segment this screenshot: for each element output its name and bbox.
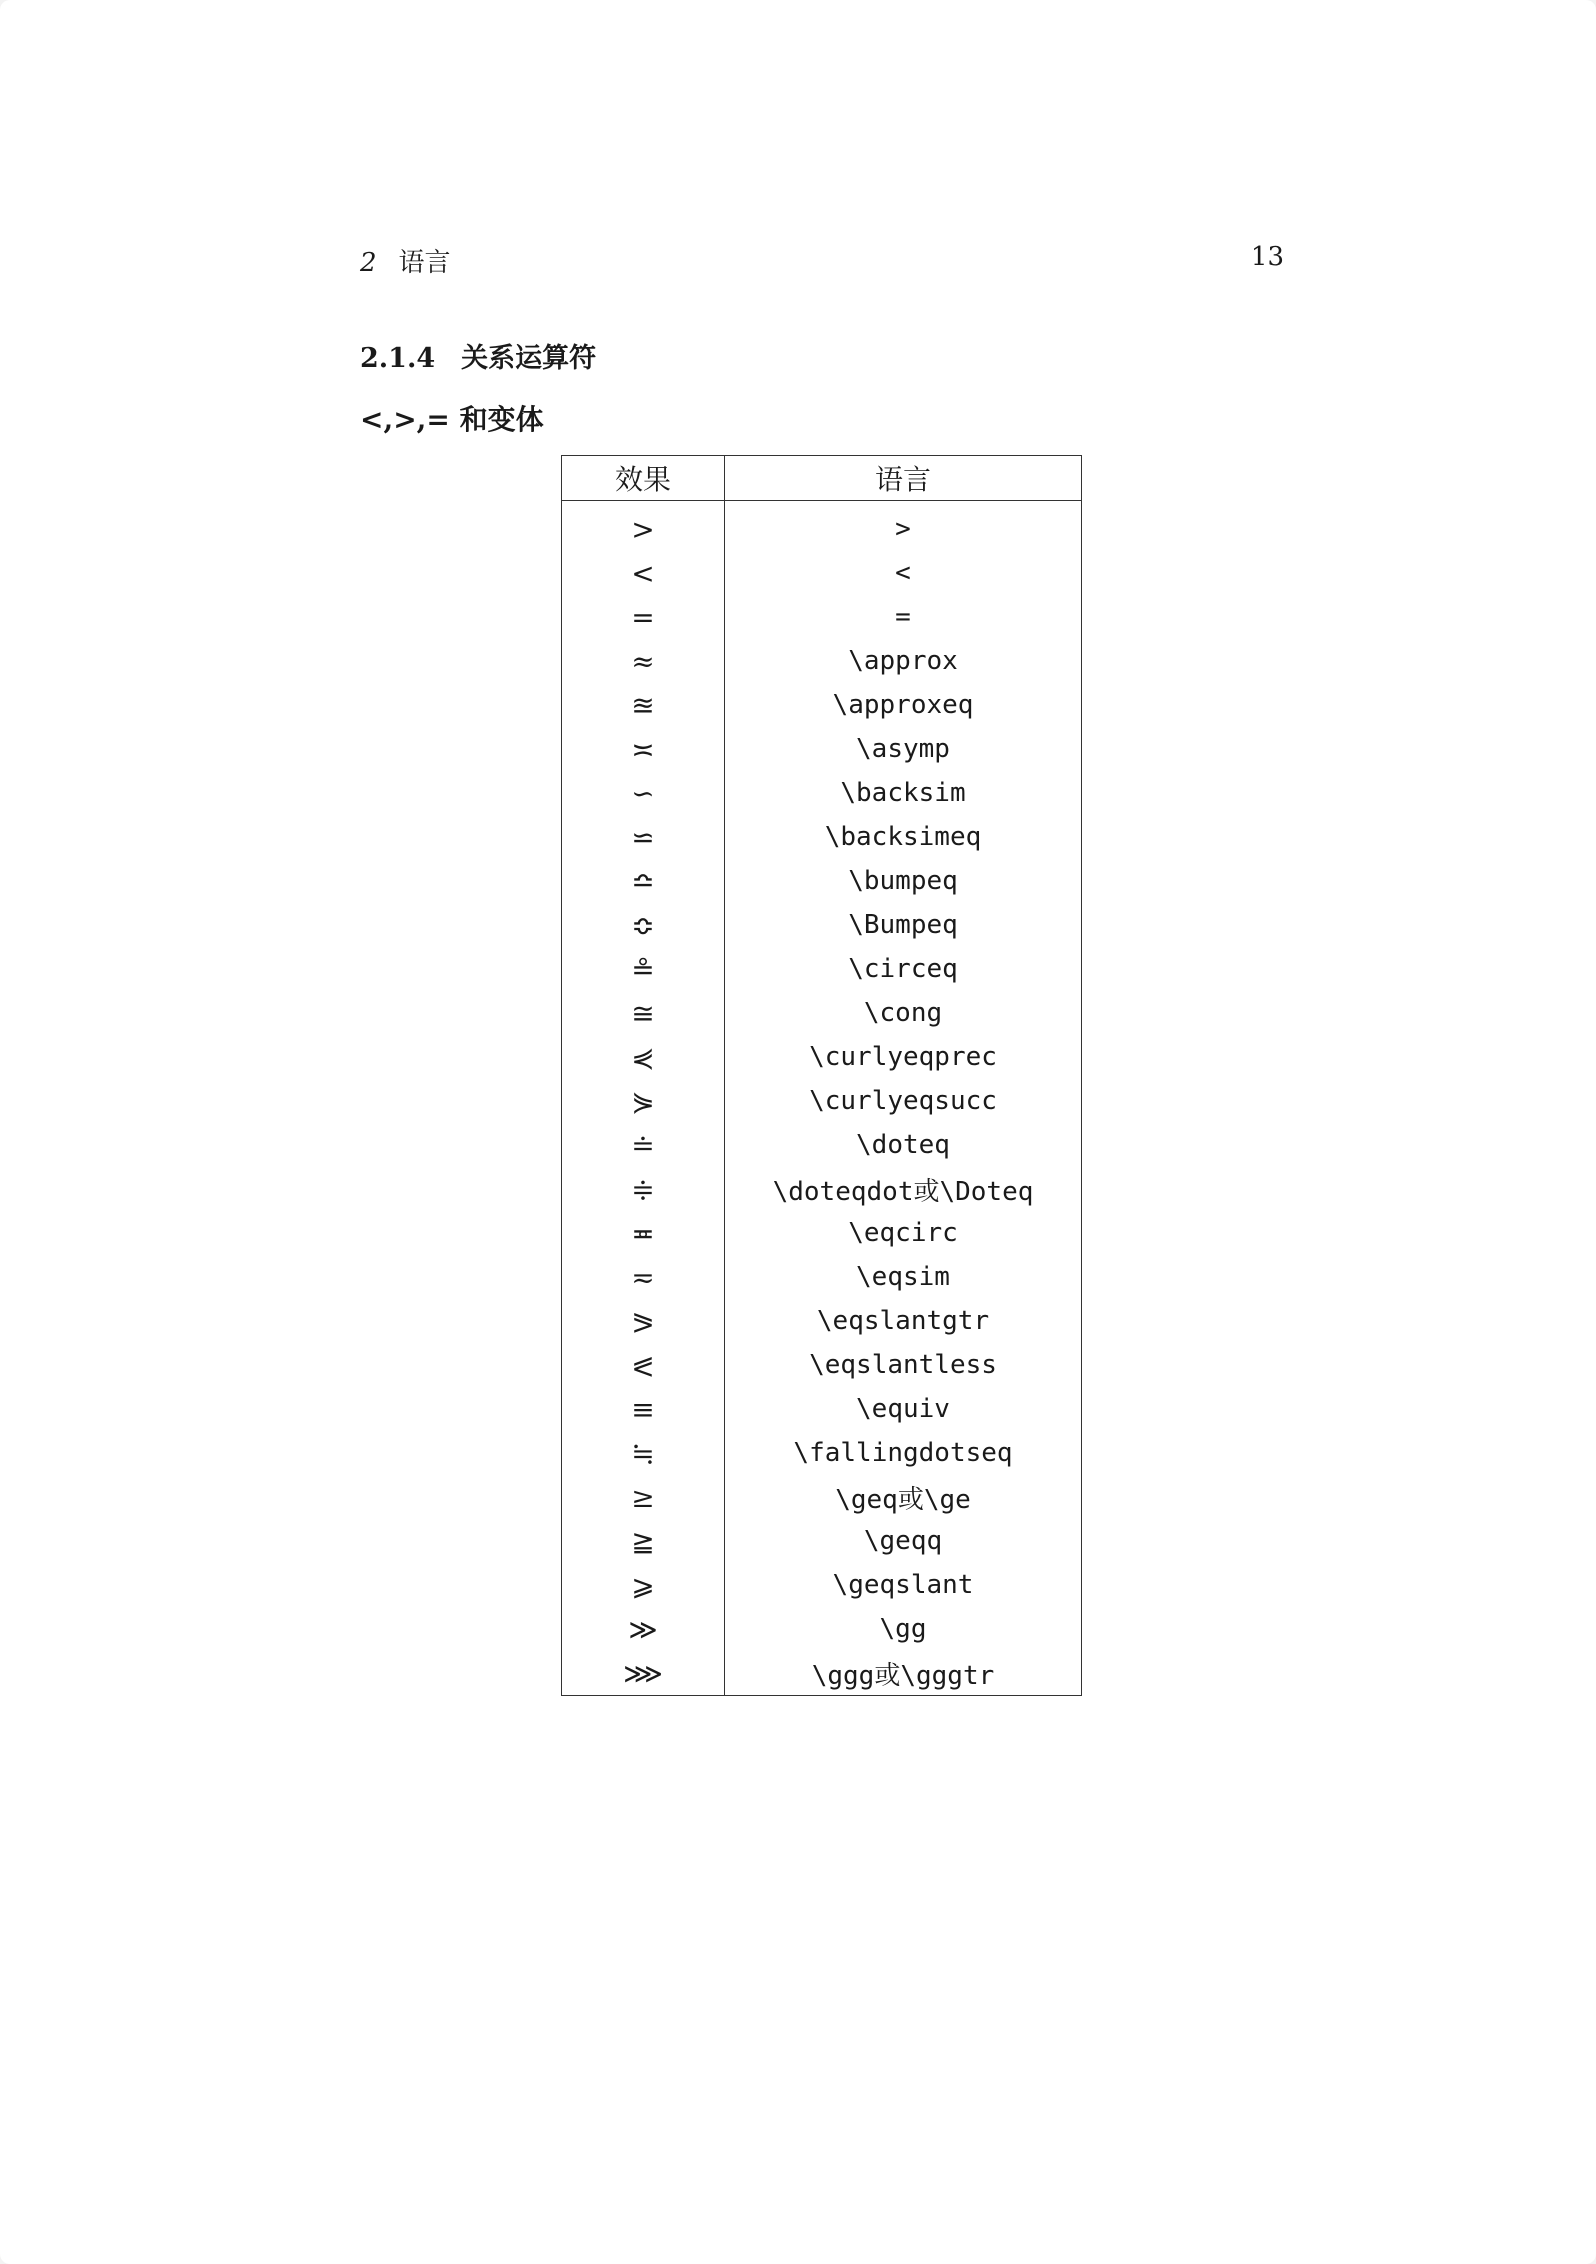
symbol-cell: ≥	[562, 1475, 725, 1519]
command-cell: \geq或\ge	[835, 1484, 971, 1515]
table-row	[562, 639, 1082, 683]
command-cell: \curlyeqsucc	[809, 1086, 997, 1116]
running-header-chapter	[360, 242, 451, 279]
table-row	[562, 859, 1082, 903]
command-cell: \ggg或\gggtr	[811, 1660, 995, 1691]
symbol-cell: ⋞	[562, 1035, 725, 1079]
table-row	[562, 1607, 1082, 1651]
symbol-cell: ≧	[562, 1519, 725, 1563]
symbol-cell: ⋍	[562, 815, 725, 859]
symbol-cell: ⩾	[562, 1563, 725, 1607]
table-row	[562, 1431, 1082, 1475]
command-cell: \approx	[848, 646, 958, 676]
section-title: 关系运算符	[461, 343, 597, 374]
symbol-cell: ≏	[562, 859, 725, 903]
symbol-cell: ≈	[562, 639, 725, 683]
table-row	[562, 815, 1082, 859]
section-heading	[360, 336, 596, 375]
symbol-cell: ≖	[562, 1211, 725, 1255]
table-header-row	[562, 456, 1082, 501]
symbol-cell: ⪖	[562, 1299, 725, 1343]
table-row	[562, 771, 1082, 815]
command-cell: \eqslantgtr	[816, 1306, 990, 1336]
relation-symbol-table	[561, 455, 1082, 1696]
column-header-language: 语言	[725, 456, 1082, 501]
table-row	[562, 1387, 1082, 1431]
command-cell: \backsimeq	[824, 822, 982, 852]
command-cell: \asymp	[856, 734, 950, 764]
command-cell: \curlyeqprec	[809, 1042, 997, 1072]
command-cell: <	[895, 558, 911, 588]
chapter-number: 2	[360, 248, 377, 278]
chapter-title: 语言	[398, 248, 451, 278]
command-cell: \circeq	[848, 954, 958, 984]
table-row	[562, 1035, 1082, 1079]
table-row	[562, 551, 1082, 595]
subsection-heading: <,>,= 和变体	[360, 403, 544, 436]
symbol-cell: ∽	[562, 771, 725, 815]
table-row	[562, 1167, 1082, 1211]
symbol-cell: ≅	[562, 991, 725, 1035]
symbol-cell: ≎	[562, 903, 725, 947]
command-cell: \approxeq	[832, 690, 974, 720]
command-cell: \doteqdot或\Doteq	[772, 1176, 1034, 1207]
symbol-cell: ⋟	[562, 1079, 725, 1123]
command-cell: \Bumpeq	[848, 910, 958, 940]
symbol-cell: ≑	[562, 1167, 725, 1211]
symbol-cell: ⪕	[562, 1343, 725, 1387]
symbol-cell: ≒	[562, 1431, 725, 1475]
command-cell: \equiv	[856, 1394, 950, 1424]
table-row	[562, 1123, 1082, 1167]
table-row	[562, 1475, 1082, 1519]
command-cell: \eqcirc	[848, 1218, 958, 1248]
command-cell: \geqslant	[832, 1570, 974, 1600]
command-cell: >	[895, 514, 911, 544]
table-row	[562, 1255, 1082, 1299]
symbol-cell: <	[562, 551, 725, 595]
table-row	[562, 903, 1082, 947]
column-header-effect: 效果	[562, 456, 725, 501]
command-cell: =	[895, 602, 911, 632]
symbol-cell: =	[562, 595, 725, 639]
command-cell: \backsim	[840, 778, 966, 808]
table-row	[562, 991, 1082, 1035]
table-row	[562, 501, 1082, 552]
table-row	[562, 1519, 1082, 1563]
symbol-cell: >	[562, 501, 725, 552]
section-number: 2.1.4	[360, 343, 436, 374]
table-row	[562, 1299, 1082, 1343]
command-cell: \doteq	[856, 1130, 950, 1160]
table-row	[562, 947, 1082, 991]
command-cell: \geqq	[863, 1526, 943, 1556]
table-row	[562, 683, 1082, 727]
table-row	[562, 727, 1082, 771]
command-cell: \fallingdotseq	[793, 1438, 1013, 1468]
table-row	[562, 1211, 1082, 1255]
table-row	[562, 1343, 1082, 1387]
table-row	[562, 1651, 1082, 1696]
symbol-cell: ≗	[562, 947, 725, 991]
command-cell: \eqslantless	[809, 1350, 997, 1380]
command-cell: \bumpeq	[848, 866, 958, 896]
symbol-cell: ≐	[562, 1123, 725, 1167]
table-row	[562, 1079, 1082, 1123]
table-row	[562, 595, 1082, 639]
symbol-cell: ≊	[562, 683, 725, 727]
command-cell: \cong	[863, 998, 943, 1028]
command-cell: \gg	[879, 1614, 927, 1644]
table-body	[562, 501, 1082, 1696]
page-number: 13	[1250, 242, 1284, 272]
symbol-cell: ≫	[562, 1607, 725, 1651]
symbol-cell: ≂	[562, 1255, 725, 1299]
symbol-cell: ⋙	[562, 1651, 725, 1696]
table-row	[562, 1563, 1082, 1607]
symbol-cell: ≍	[562, 727, 725, 771]
command-cell: \eqsim	[856, 1262, 950, 1292]
symbol-cell: ≡	[562, 1387, 725, 1431]
